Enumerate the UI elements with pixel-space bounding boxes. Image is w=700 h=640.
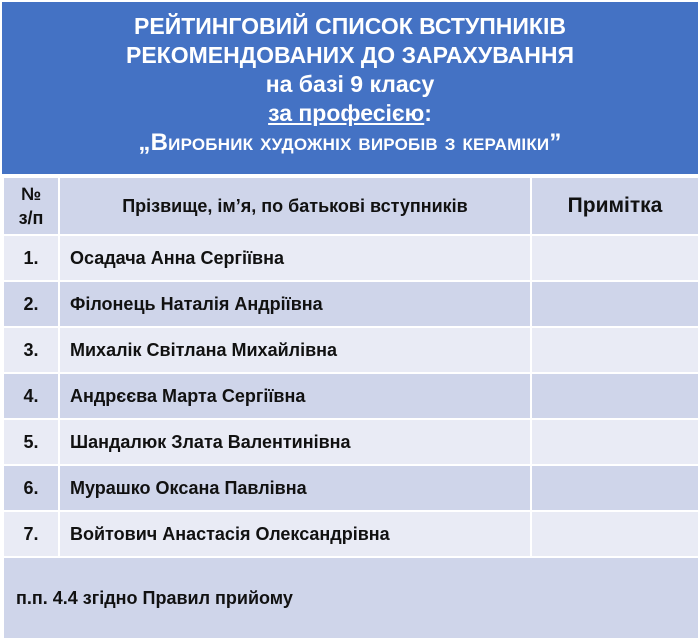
row-number: 6. <box>3 465 59 511</box>
table-row <box>3 235 699 281</box>
applicant-note <box>531 281 699 327</box>
title-line-3: на базі 9 класу <box>265 71 435 97</box>
row-number: 2. <box>3 281 59 327</box>
applicant-note <box>531 235 699 281</box>
column-header-name: Прізвище, ім’я, по батькові вступників <box>59 177 531 235</box>
column-header-note: Примітка <box>531 177 699 235</box>
applicant-note <box>531 373 699 419</box>
title-line-4 <box>2 99 698 128</box>
title-line-1: РЕЙТИНГОВИЙ СПИСОК ВСТУПНИКІВ <box>134 13 566 39</box>
table-header-row <box>3 177 699 235</box>
table-row <box>3 281 699 327</box>
profession-colon: : <box>424 100 432 126</box>
applicant-name: Філонець Наталія Андріївна <box>59 281 531 327</box>
applicants-table <box>2 176 700 640</box>
admission-rules-note: п.п. 4.4 згідно Правил прийому <box>3 557 699 639</box>
applicant-name: Андрєєва Марта Сергіївна <box>59 373 531 419</box>
title-line-2: РЕКОМЕНДОВАНИХ ДО ЗАРАХУВАННЯ <box>125 42 575 68</box>
applicant-name: Михалік Світлана Михайлівна <box>59 327 531 373</box>
profession-name: „Виробник художніх виробів з кераміки” <box>138 129 562 156</box>
column-header-number-line1: № <box>20 184 42 204</box>
table-row <box>3 465 699 511</box>
applicant-name: Осадача Анна Сергіївна <box>59 235 531 281</box>
applicant-note <box>531 511 699 557</box>
profession-label: за професією <box>268 100 425 126</box>
column-header-number-line2: з/п <box>18 208 44 228</box>
row-number: 3. <box>3 327 59 373</box>
row-number: 7. <box>3 511 59 557</box>
row-number: 4. <box>3 373 59 419</box>
applicant-name: Мурашко Оксана Павлівна <box>59 465 531 511</box>
row-number: 5. <box>3 419 59 465</box>
title-block <box>2 2 698 174</box>
table-row <box>3 327 699 373</box>
table-row <box>3 511 699 557</box>
table-row <box>3 373 699 419</box>
column-header-number <box>3 177 59 235</box>
document-page <box>2 2 698 633</box>
applicant-note <box>531 419 699 465</box>
table-footer-row <box>3 557 699 639</box>
applicant-name: Шандалюк Злата Валентинівна <box>59 419 531 465</box>
applicant-name: Войтович Анастасія Олександрівна <box>59 511 531 557</box>
row-number: 1. <box>3 235 59 281</box>
applicant-note <box>531 465 699 511</box>
table-row <box>3 419 699 465</box>
applicant-note <box>531 327 699 373</box>
